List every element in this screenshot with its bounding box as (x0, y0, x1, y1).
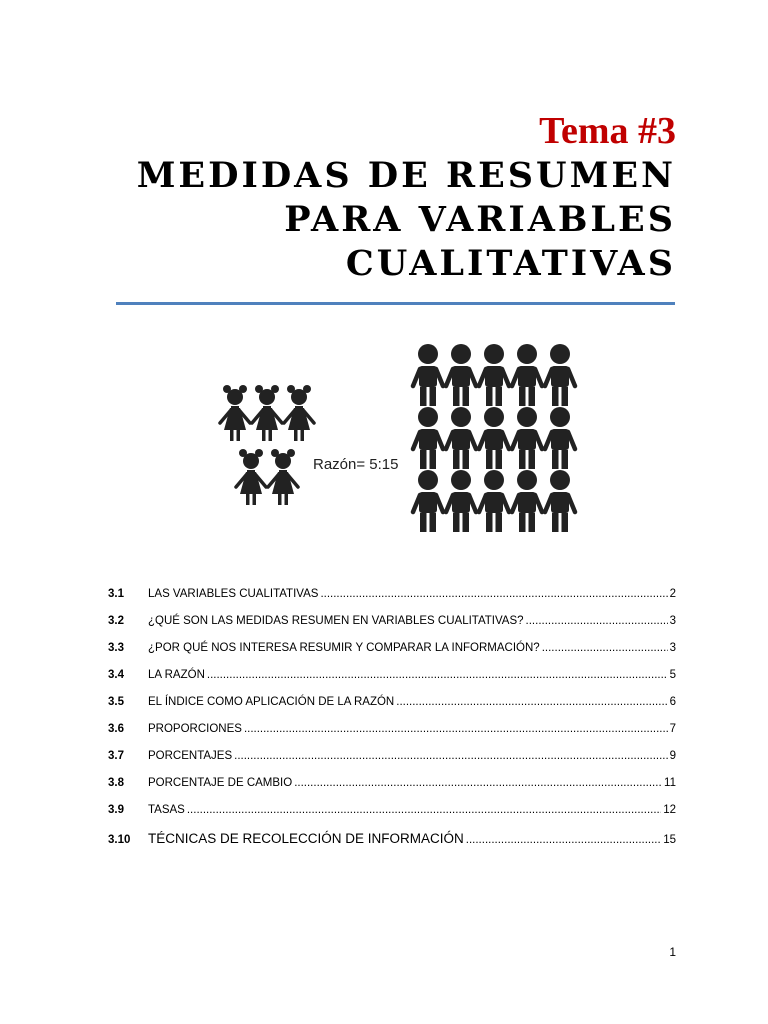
girl-icon (236, 449, 266, 505)
toc-title: PROPORCIONES (148, 723, 242, 735)
title-line-1: MEDIDAS DE RESUMEN (136, 155, 676, 196)
title-line-2: PARA VARIABLES (284, 199, 676, 240)
toc-page: 2 (669, 588, 676, 600)
toc-number: 3.2 (108, 615, 124, 627)
boy-icon (413, 344, 443, 406)
toc-leader (187, 804, 661, 816)
toc-number: 3.7 (108, 750, 124, 762)
boy-icon (545, 470, 575, 532)
toc-page: 15 (663, 834, 676, 846)
toc-page: 5 (669, 669, 676, 681)
table-of-contents (108, 588, 676, 858)
toc-leader (396, 696, 667, 708)
toc-title: ¿POR QUÉ NOS INTERESA RESUMIR Y COMPARAR LA INFORMACIÓN? (148, 642, 540, 654)
toc-leader (542, 642, 668, 654)
toc-entry[interactable] (108, 615, 676, 642)
title-divider (116, 302, 675, 305)
toc-entry[interactable] (108, 696, 676, 723)
boy-icon (512, 344, 542, 406)
boy-icon (446, 470, 476, 532)
toc-entry[interactable] (108, 777, 676, 804)
toc-number: 3.4 (108, 669, 124, 681)
boy-icon (479, 344, 509, 406)
toc-entry[interactable] (108, 723, 676, 750)
toc-page: 6 (669, 696, 676, 708)
boy-icon (446, 407, 476, 469)
toc-leader (234, 750, 667, 762)
toc-number: 3.8 (108, 777, 124, 789)
toc-page: 3 (669, 642, 676, 654)
toc-title: PORCENTAJE DE CAMBIO (148, 777, 293, 789)
toc-number: 3.1 (108, 588, 124, 600)
toc-title: LA RAZÓN (148, 669, 205, 681)
toc-number: 3.5 (108, 696, 124, 708)
toc-page: 12 (663, 804, 676, 816)
page-number: 1 (669, 945, 676, 959)
boy-icon (413, 407, 443, 469)
chapter-label: Tema #3 (539, 110, 676, 152)
toc-leader (294, 777, 662, 789)
toc-page: 11 (664, 777, 676, 789)
boy-icon (479, 470, 509, 532)
ratio-label: Razón= 5:15 (313, 456, 399, 473)
title-block (137, 108, 676, 286)
toc-number: 3.3 (108, 642, 124, 654)
toc-page: 9 (669, 750, 676, 762)
toc-leader (526, 615, 668, 627)
toc-number: 3.10 (108, 834, 131, 846)
toc-title: LAS VARIABLES CUALITATIVAS (148, 588, 319, 600)
boy-icon (446, 344, 476, 406)
toc-title: EL ÍNDICE COMO APLICACIÓN DE LA RAZÓN (148, 696, 395, 708)
girls-group (220, 385, 314, 505)
boy-icon (512, 407, 542, 469)
toc-entry[interactable] (108, 588, 676, 615)
toc-title: TASAS (148, 804, 185, 816)
ratio-illustration (210, 335, 600, 535)
boy-icon (479, 407, 509, 469)
toc-title: PORCENTAJES (148, 750, 233, 762)
title-line-3: CUALITATIVAS (345, 243, 676, 284)
toc-entry[interactable] (108, 804, 676, 831)
toc-entry[interactable] (108, 669, 676, 696)
toc-leader (244, 723, 668, 735)
toc-entry[interactable] (108, 831, 676, 858)
boy-icon (512, 470, 542, 532)
girl-icon (284, 385, 314, 441)
boy-icon (545, 344, 575, 406)
toc-page: 7 (669, 723, 676, 735)
toc-number: 3.9 (108, 804, 124, 816)
toc-title: ¿QUÉ SON LAS MEDIDAS RESUMEN EN VARIABLES CUALITATIVAS? (148, 615, 524, 627)
girl-icon (220, 385, 250, 441)
toc-entry[interactable] (108, 750, 676, 777)
toc-entry[interactable] (108, 642, 676, 669)
toc-leader (466, 834, 661, 846)
boy-icon (413, 470, 443, 532)
girl-icon (252, 385, 282, 441)
toc-title: TÉCNICAS DE RECOLECCIÓN DE INFORMACIÓN (148, 831, 464, 846)
boys-group (413, 344, 575, 532)
girl-icon (268, 449, 298, 505)
toc-leader (207, 669, 668, 681)
boy-icon (545, 407, 575, 469)
toc-page: 3 (669, 615, 676, 627)
toc-number: 3.6 (108, 723, 124, 735)
toc-leader (320, 588, 667, 600)
